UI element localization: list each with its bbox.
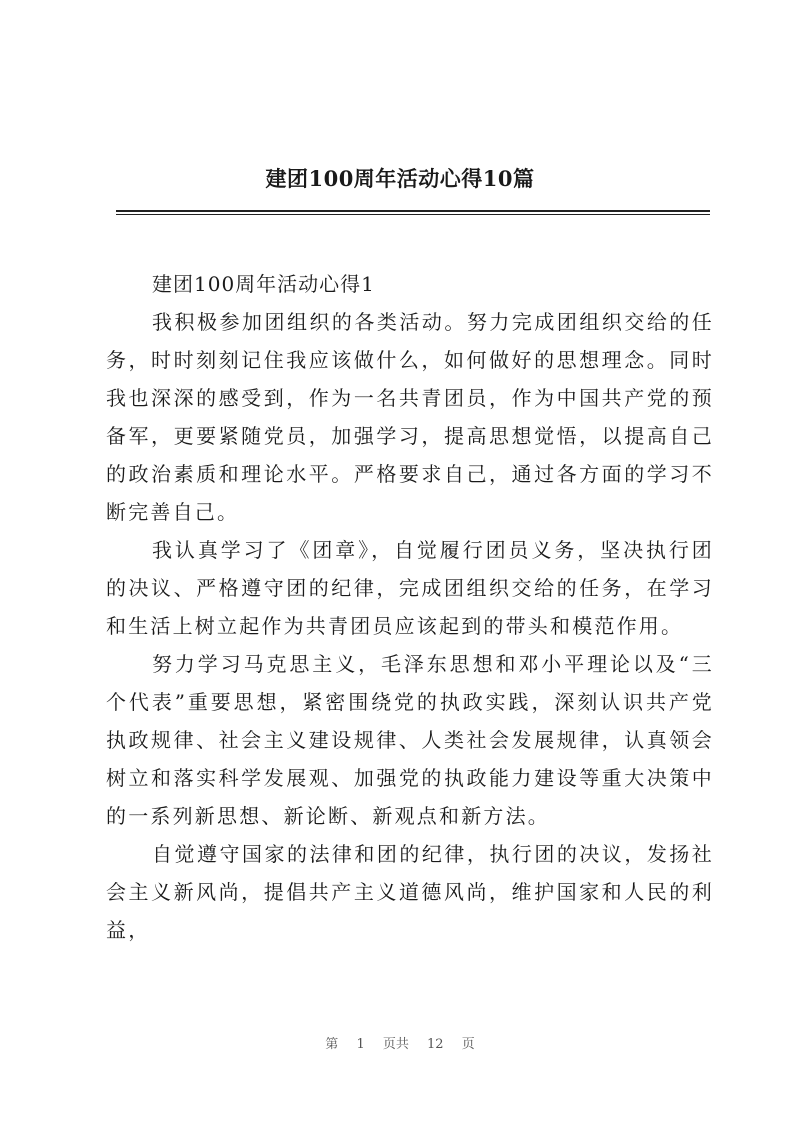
footer-current-page: 1	[356, 1037, 365, 1052]
paragraph-4: 自觉遵守国家的法律和团的纪律，执行团的决议，发扬社会主义新风尚，提倡共产主义道德风尚，维护国家和人民的利益，	[106, 842, 714, 942]
footer-label-pages: 页	[461, 1037, 475, 1052]
document-title: 建团100周年活动心得10篇	[265, 166, 535, 191]
paragraph-1: 我积极参加团组织的各类活动。努力完成团组织交给的任务，时时刻刻记住我应该做什么，如何做好的思想理念。同时我也深深的感受到，作为一名共青团员，作为中国共产党的预备军，更要紧随党员，加强学习，提高思想觉悟，以提高自己的政治素质和理论水平。严格要求自己，通过各方面的学习不断完善自己。	[106, 310, 714, 524]
footer-label-page: 第	[325, 1037, 339, 1052]
paragraph-2: 我认真学习了《团章》，自觉履行团员义务，坚决执行团的决议、严格遵守团的纪律，完成团组织交给的任务，在学习和生活上树立起作为共青团员应该起到的带头和模范作用。	[106, 538, 714, 638]
title-divider-thick	[116, 210, 710, 212]
title-divider-thin	[116, 214, 710, 215]
section-heading: 建团100周年活动心得1	[152, 272, 375, 296]
footer-label-of: 页共	[382, 1037, 409, 1052]
paragraph-3: 努力学习马克思主义，毛泽东思想和邓小平理论以及“三个代表”重要思想，紧密围绕党的执政实践，深刻认识共产党执政规律、社会主义建设规律、人类社会发展规律，认真领会树立和落实科学发展观、加强党的执政能力建设等重大决策中的一系列新思想、新论断、新观点和新方法。	[106, 652, 714, 828]
page-footer	[0, 1033, 800, 1052]
document-body	[106, 265, 714, 949]
footer-total-pages: 12	[427, 1037, 444, 1052]
